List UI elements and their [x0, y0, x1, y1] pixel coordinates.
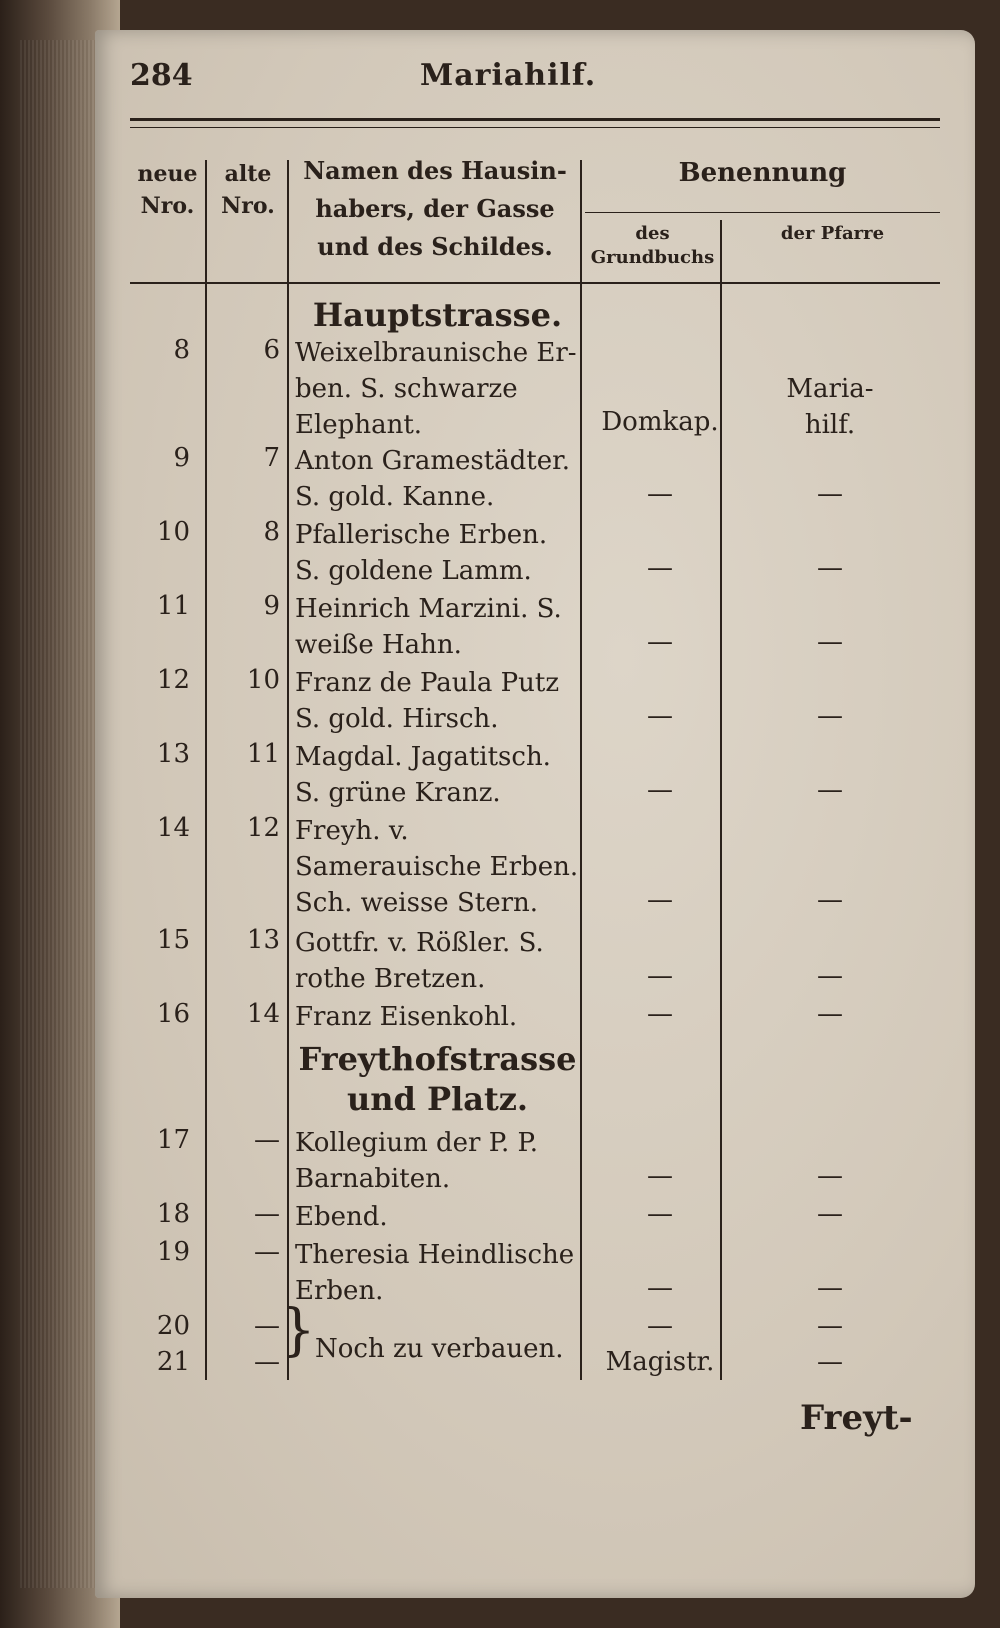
grundbuch: —: [647, 627, 673, 657]
pfarre: —: [817, 1161, 843, 1191]
grundbuch: —: [647, 775, 673, 805]
owner-name: Freyh. v. Samerauische Erben. Sch. weisse Stern.: [295, 816, 579, 918]
pfarre: —: [817, 961, 843, 991]
new-number: 8: [173, 335, 190, 365]
new-number: 14: [156, 813, 190, 843]
grundbuch: —: [647, 701, 673, 731]
new-number: 19: [156, 1237, 190, 1267]
new-number: 16: [156, 999, 190, 1029]
brace-mark: }: [280, 1298, 316, 1363]
owner-name: Gottfr. v. Rößler. S. rothe Bretzen.: [295, 928, 544, 994]
owner-name: Theresia Heindlische Erben.: [295, 1240, 575, 1306]
pfarre: —: [817, 701, 843, 731]
new-number: 12: [156, 665, 190, 695]
header-bottom-rule: [130, 282, 940, 284]
column-separator: [580, 160, 582, 1380]
new-number: 17: [156, 1125, 190, 1155]
owner-name: Noch zu verbauen.: [315, 1334, 564, 1364]
street-heading: Hauptstrasse.: [312, 296, 563, 334]
owner-name: Weixelbraunische Er-ben. S. schwarze Elephant.: [295, 338, 577, 440]
new-number: 15: [156, 925, 190, 955]
pfarre: —: [817, 999, 843, 1029]
pfarre: —: [817, 1311, 843, 1341]
grundbuch: —: [647, 553, 673, 583]
owner-name: Magdal. Jagatitsch. S. grüne Kranz.: [295, 742, 551, 808]
old-number: —: [254, 1311, 280, 1341]
pfarre: —: [817, 1199, 843, 1229]
column-separator: [287, 160, 289, 1380]
column-header-benennung: Benennung: [678, 158, 847, 188]
table-header: [130, 130, 940, 280]
old-number: 13: [246, 925, 280, 955]
pfarre: —: [817, 479, 843, 509]
new-number: 10: [156, 517, 190, 547]
owner-name: Anton Gramestädter. S. gold. Kanne.: [295, 446, 570, 512]
column-separator: [205, 160, 207, 1380]
column-separator: [720, 220, 722, 1380]
new-number: 20: [156, 1311, 190, 1341]
owner-name: Heinrich Marzini. S. weiße Hahn.: [295, 594, 562, 660]
old-number: 14: [246, 999, 280, 1029]
old-number: 7: [263, 443, 280, 473]
old-number: —: [254, 1237, 280, 1267]
new-number: 11: [156, 591, 190, 621]
grundbuch: —: [647, 1311, 673, 1341]
new-number: 21: [156, 1347, 190, 1377]
pfarre: —: [817, 627, 843, 657]
owner-name: Ebend.: [295, 1202, 388, 1232]
old-number: 11: [246, 739, 280, 769]
pfarre: —: [817, 775, 843, 805]
running-head: Mariahilf.: [420, 58, 597, 93]
new-number: 18: [156, 1199, 190, 1229]
grundbuch: —: [647, 961, 673, 991]
old-number: 10: [246, 665, 280, 695]
page-header: [130, 58, 940, 108]
old-number: —: [254, 1199, 280, 1229]
street-heading: Freythofstrasse und Platz.: [298, 1040, 577, 1118]
pfarre: —: [817, 885, 843, 915]
old-number: 6: [263, 335, 280, 365]
owner-name: Kollegium der P. P. Barnabiten.: [295, 1128, 538, 1194]
pfarre: Maria-hilf.: [786, 374, 874, 440]
header-sub-rule: [585, 212, 940, 213]
grundbuch: —: [647, 479, 673, 509]
catchword: Freyt-: [800, 1398, 913, 1438]
column-header-grundbuch: des Grundbuchs: [590, 223, 715, 268]
grundbuch: —: [647, 885, 673, 915]
grundbuch: —: [647, 999, 673, 1029]
old-number: 9: [263, 591, 280, 621]
new-number: 13: [156, 739, 190, 769]
old-number: —: [254, 1125, 280, 1155]
old-number: 8: [263, 517, 280, 547]
header-rule: [130, 118, 940, 128]
column-header-new-no: neue Nro.: [137, 161, 198, 219]
column-header-old-no: alte Nro.: [221, 161, 275, 219]
new-number: 9: [173, 443, 190, 473]
pfarre: —: [817, 1273, 843, 1303]
pfarre: —: [817, 553, 843, 583]
owner-name: Franz de Paula Putz S. gold. Hirsch.: [295, 668, 560, 734]
pfarre: —: [817, 1347, 843, 1377]
old-number: —: [254, 1347, 280, 1377]
page-number: 284: [130, 58, 193, 93]
old-number: 12: [246, 813, 280, 843]
grundbuch: Magistr.: [605, 1347, 715, 1377]
owner-name: Franz Eisenkohl.: [295, 1002, 518, 1032]
owner-name: Pfallerische Erben. S. goldene Lamm.: [295, 520, 548, 586]
grundbuch: —: [647, 1199, 673, 1229]
column-header-name: Namen des Hausin-habers, der Gasse und des Schildes.: [303, 156, 567, 261]
grundbuch: —: [647, 1273, 673, 1303]
column-header-pfarre: der Pfarre: [780, 223, 885, 244]
grundbuch: Domkap.: [601, 407, 719, 437]
grundbuch: —: [647, 1161, 673, 1191]
